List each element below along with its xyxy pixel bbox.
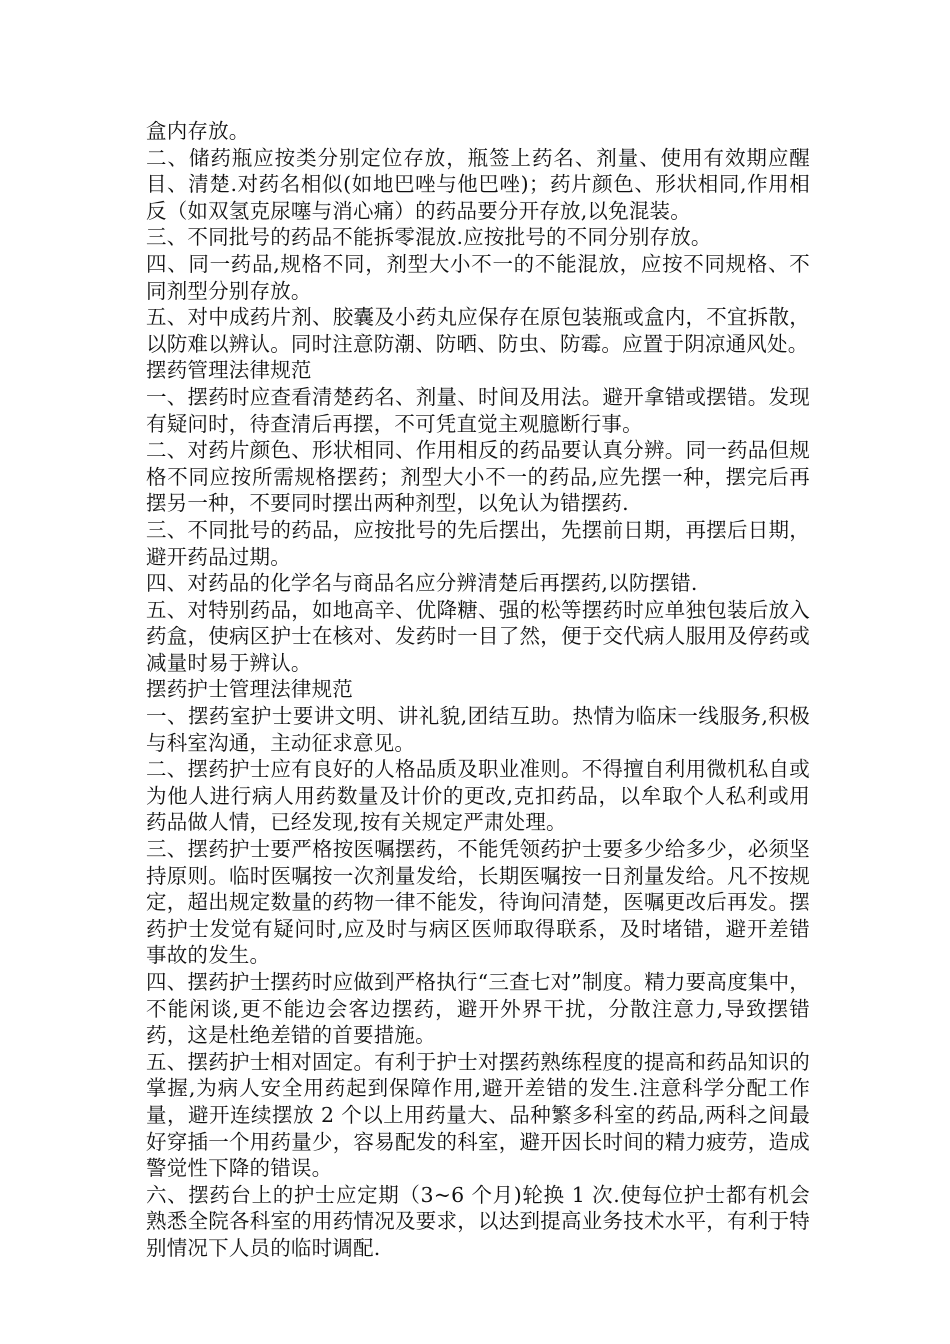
- paragraph-dispensing-rule-5: 五、对特别药品，如地高辛、优降糖、强的松等摆药时应单独包装后放入药盒，使病区护士在核对、发药时一目了然，便于交代病人服用及停药或减量时易于辨认。: [146, 597, 810, 675]
- paragraph-storage-rule-5: 五、对中成药片剂、胶囊及小药丸应保存在原包装瓶或盒内，不宜拆散，以防难以辨认。同时注意防潮、防晒、防虫、防霉。应置于阴凉通风处。: [146, 305, 810, 356]
- paragraph-nurse-rule-2: 二、摆药护士应有良好的人格品质及职业准则。不得擅自利用微机私自或为他人进行病人用药数量及计价的更改,克扣药品，以牟取个人私利或用药品做人情，已经发现,按有关规定严肃处理。: [146, 757, 810, 835]
- paragraph-dispensing-rule-2: 二、对药片颜色、形状相同、作用相反的药品要认真分辨。同一药品但规格不同应按所需规格摆药；剂型大小不一的药品,应先摆一种，摆完后再摆另一种，不要同时摆出两种剂型，以免认为错摆药.: [146, 438, 810, 516]
- paragraph-nurse-rule-4: 四、摆药护士摆药时应做到严格执行“三查七对”制度。精力要高度集中，不能闲谈,更不能边会客边摆药，避开外界干扰，分散注意力,导致摆错药，这是杜绝差错的首要措施。: [146, 970, 810, 1048]
- section-heading-dispensing-rules: 摆药管理法律规范: [146, 358, 312, 383]
- paragraph-dispensing-rule-1: 一、摆药时应查看清楚药名、剂量、时间及用法。避开拿错或摆错。发现有疑问时，待查清后再摆，不可凭直觉主观臆断行事。: [146, 384, 810, 436]
- paragraph-nurse-rule-3: 三、摆药护士要严格按医嘱摆药，不能凭领药护士要多少给多少，必须坚持原则。临时医嘱按一次剂量发给，长期医嘱按一日剂量发给。凡不按规定，超出规定数量的药物一律不能发，待询问清楚，医嘱更改后再发。摆药护士发觉有疑问时,应及时与病区医师取得联系，及时堵错，避开差错事故的发生。: [146, 837, 810, 968]
- paragraph-nurse-rule-6: 六、摆药台上的护士应定期（3~6 个月)轮换 1 次.使每位护士都有机会熟悉全院各科室的用药情况及要求，以达到提高业务技术水平，有利于特别情况下人员的临时调配.: [146, 1182, 810, 1260]
- paragraph-storage-rule-3: 三、不同批号的药品不能拆零混放.应按批号的不同分别存放。: [146, 225, 712, 250]
- paragraph-dispensing-rule-4: 四、对药品的化学名与商品名应分辨清楚后再摆药,以防摆错.: [146, 571, 698, 596]
- paragraph-nurse-rule-1: 一、摆药室护士要讲文明、讲礼貌,团结互助。热情为临床一线服务,积极与科室沟通，主动征求意见。: [146, 704, 810, 755]
- paragraph-storage-box: 盒内存放。: [146, 119, 250, 143]
- paragraph-dispensing-rule-3: 三、不同批号的药品，应按批号的先后摆出，先摆前日期，再摆后日期，避开药品过期。: [146, 517, 810, 569]
- paragraph-storage-rule-2: 二、储药瓶应按类分别定位存放，瓶签上药名、剂量、使用有效期应醒目、清楚.对药名相似(如地巴唑与他巴唑)；药片颜色、形状相同,作用相反（如双氢克尿噻与消心痛）的药品要分开存放,以免混装。: [146, 145, 810, 223]
- paragraph-nurse-rule-5: 五、摆药护士相对固定。有利于护士对摆药熟练程度的提高和药品知识的掌握,为病人安全用药起到保障作用,避开差错的发生.注意科学分配工作量，避开连续摆放 2 个以上用药量大、品种繁多科室的药品,两科之间最好穿插一个用药量少，容易配发的科室，避开因长时间的精力疲劳，造成警觉性下降的错误。: [146, 1049, 810, 1181]
- paragraph-storage-rule-4: 四、同一药品,规格不同，剂型大小不一的不能混放，应按不同规格、不同剂型分别存放。: [146, 251, 810, 303]
- section-heading-nurse-rules: 摆药护士管理法律规范: [146, 677, 353, 702]
- document-body: [146, 118, 810, 1262]
